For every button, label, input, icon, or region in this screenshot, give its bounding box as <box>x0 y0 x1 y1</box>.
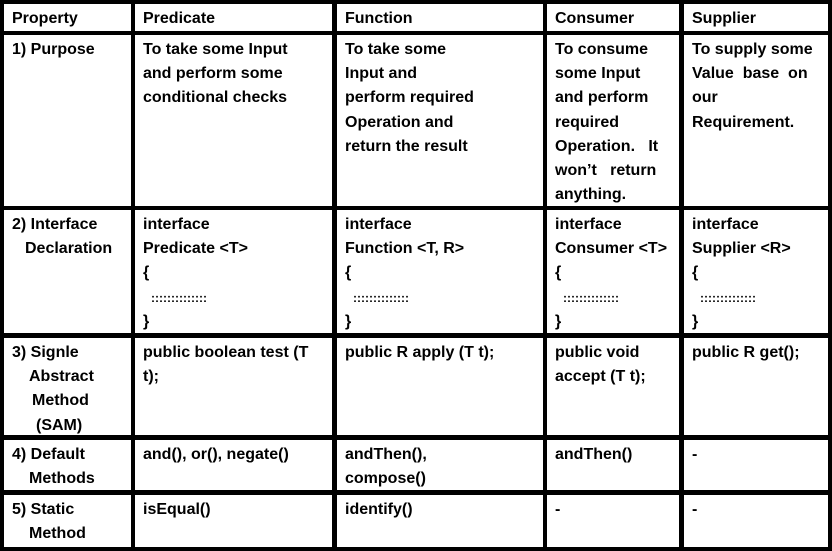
cell-line: Supplier <R> <box>692 240 791 258</box>
cell-line: Declaration <box>25 240 113 258</box>
interface-predicate-cell <box>135 210 332 333</box>
cell-line: anything. <box>555 186 627 204</box>
cell-line: :::::::::::::: <box>151 290 207 305</box>
default-methods-function-cell <box>337 440 543 490</box>
static-method-predicate-cell <box>135 495 332 547</box>
header-consumer <box>547 4 679 31</box>
sam-function-cell <box>337 338 543 435</box>
cell-line: Abstract <box>29 368 94 386</box>
cell-line: 3) Signle <box>12 344 79 361</box>
cell-line: } <box>143 312 150 330</box>
cell-line: and perform <box>555 89 649 107</box>
purpose-function-cell <box>337 35 543 206</box>
cell-line: Function <T, R> <box>345 240 465 258</box>
cell-line: Operation. It <box>555 137 659 155</box>
header-supplier <box>684 4 828 31</box>
cell-line: { <box>345 264 352 282</box>
header-label: Supplier <box>692 10 757 27</box>
cell-line: return the result <box>345 137 468 155</box>
cell-line: public boolean test (T <box>143 344 309 361</box>
cell-line: Predicate <T> <box>143 240 248 258</box>
cell-line: To supply some <box>692 41 813 58</box>
cell-line: interface <box>143 216 210 233</box>
cell-line: interface <box>692 216 759 233</box>
interface-function-cell <box>337 210 543 333</box>
interface-consumer-cell <box>547 210 679 333</box>
cell-line: Value base on <box>692 65 808 83</box>
cell-line: (SAM) <box>36 416 83 434</box>
cell-line: public void <box>555 344 640 361</box>
header-label: Predicate <box>143 10 216 27</box>
cell-line: Input and <box>345 65 417 83</box>
cell-line: andThen() <box>555 446 633 463</box>
cell-line: } <box>692 312 699 330</box>
cell-line: and perform some <box>143 65 283 83</box>
cell-line: identify() <box>345 501 413 518</box>
cell-line: public R get(); <box>692 344 800 361</box>
cell-line: public R apply (T t); <box>345 344 495 361</box>
cell-line: Method <box>32 392 89 410</box>
cell-line: } <box>345 312 352 330</box>
default-methods-consumer-cell <box>547 440 679 490</box>
interface-property-cell <box>4 210 131 333</box>
header-function <box>337 4 543 31</box>
purpose-supplier-cell <box>684 35 828 206</box>
cell-line: } <box>555 312 562 330</box>
header-property <box>4 4 131 31</box>
purpose-predicate-cell <box>135 35 332 206</box>
header-label: Function <box>345 10 413 27</box>
cell-line: interface <box>345 216 412 233</box>
cell-line: 2) Interface <box>12 216 98 233</box>
cell-line: our <box>692 89 718 107</box>
static-method-function-cell <box>337 495 543 547</box>
cell-line: 1) Purpose <box>12 41 95 58</box>
cell-line: 4) Default <box>12 446 85 463</box>
cell-line: :::::::::::::: <box>700 290 756 305</box>
cell-line: :::::::::::::: <box>563 290 619 305</box>
purpose-property-cell <box>4 35 131 206</box>
cell-line: won’t return <box>555 162 657 180</box>
cell-line: and(), or(), negate() <box>143 446 289 463</box>
cell-line: Method <box>29 525 86 543</box>
cell-line: To consume <box>555 41 649 58</box>
static-method-consumer-cell <box>547 495 679 547</box>
cell-line: Operation and <box>345 113 454 131</box>
header-label: Consumer <box>555 10 635 27</box>
sam-property-cell <box>4 338 131 435</box>
sam-predicate-cell <box>135 338 332 435</box>
cell-line: andThen(), <box>345 446 427 463</box>
cell-line: { <box>692 264 699 282</box>
cell-line: isEqual() <box>143 501 211 518</box>
purpose-consumer-cell <box>547 35 679 206</box>
cell-line: :::::::::::::: <box>353 290 409 305</box>
cell-line: - <box>692 446 698 463</box>
cell-line: Methods <box>29 470 95 488</box>
cell-line: required <box>555 113 620 131</box>
cell-line: Requirement. <box>692 113 795 131</box>
cell-line: - <box>692 501 698 518</box>
cell-line: - <box>555 501 561 518</box>
cell-line: compose() <box>345 470 426 488</box>
sam-supplier-cell <box>684 338 828 435</box>
cell-line: some Input <box>555 65 641 83</box>
header-predicate <box>135 4 332 31</box>
header-label: Property <box>12 10 78 27</box>
default-methods-property-cell <box>4 440 131 490</box>
cell-line: { <box>143 264 150 282</box>
cell-line: { <box>555 264 562 282</box>
cell-line: perform required <box>345 89 474 107</box>
static-method-supplier-cell <box>684 495 828 547</box>
cell-line: interface <box>555 216 622 233</box>
cell-line: Consumer <T> <box>555 240 668 258</box>
cell-line: conditional checks <box>143 89 288 107</box>
cell-line: accept (T t); <box>555 368 646 386</box>
default-methods-predicate-cell <box>135 440 332 490</box>
default-methods-supplier-cell <box>684 440 828 490</box>
cell-line: To take some Input <box>143 41 288 58</box>
static-method-property-cell <box>4 495 131 547</box>
interface-supplier-cell <box>684 210 828 333</box>
cell-line: 5) Static <box>12 501 75 518</box>
cell-line: t); <box>143 368 159 386</box>
sam-consumer-cell <box>547 338 679 435</box>
cell-line: To take some <box>345 41 447 58</box>
